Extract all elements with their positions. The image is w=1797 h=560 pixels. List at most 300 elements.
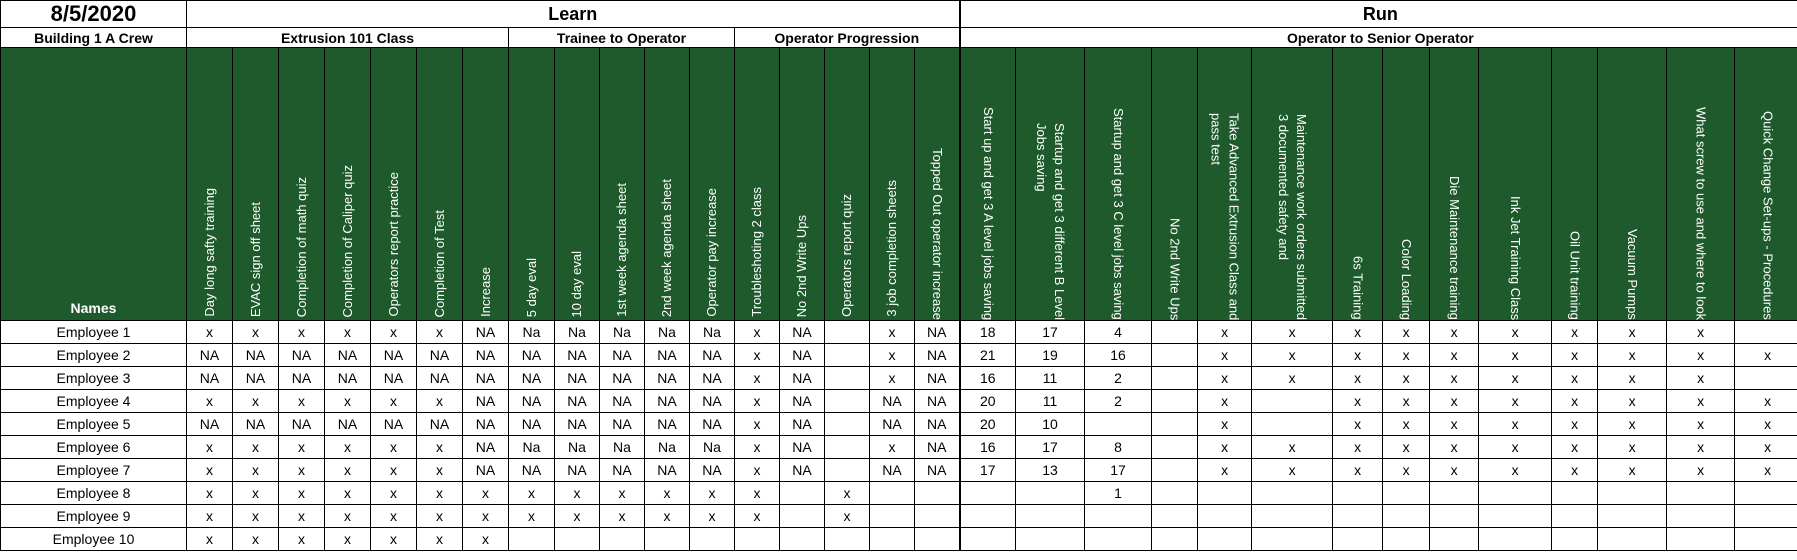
table-cell[interactable]: 17 (960, 459, 1016, 482)
table-cell[interactable]: x (1598, 367, 1667, 390)
table-cell[interactable]: x (1479, 344, 1552, 367)
table-cell[interactable]: x (509, 505, 555, 528)
table-cell[interactable] (825, 390, 870, 413)
table-cell[interactable] (1152, 321, 1198, 344)
table-cell[interactable]: x (371, 321, 417, 344)
table-cell[interactable] (1016, 528, 1085, 551)
table-cell[interactable]: NA (600, 344, 645, 367)
table-cell[interactable]: x (1552, 367, 1598, 390)
table-cell[interactable]: x (325, 459, 371, 482)
table-cell[interactable] (1430, 528, 1479, 551)
table-cell[interactable] (1667, 482, 1735, 505)
table-cell[interactable]: NA (600, 367, 645, 390)
table-cell[interactable]: NA (915, 436, 960, 459)
table-cell[interactable] (1383, 528, 1430, 551)
table-cell[interactable]: x (187, 436, 233, 459)
table-cell[interactable]: x (1552, 344, 1598, 367)
table-cell[interactable]: x (233, 436, 279, 459)
table-cell[interactable] (1479, 528, 1552, 551)
table-cell[interactable]: NA (555, 367, 600, 390)
table-cell[interactable] (1735, 528, 1797, 551)
table-cell[interactable] (600, 528, 645, 551)
table-cell[interactable] (1552, 528, 1598, 551)
table-cell[interactable]: NA (463, 413, 509, 436)
table-cell[interactable]: x (870, 436, 915, 459)
table-cell[interactable]: x (325, 321, 371, 344)
table-cell[interactable] (825, 459, 870, 482)
table-cell[interactable]: x (600, 482, 645, 505)
table-cell[interactable]: NA (780, 390, 825, 413)
table-cell[interactable]: x (509, 482, 555, 505)
table-cell[interactable]: x (1479, 413, 1552, 436)
table-cell[interactable]: x (187, 321, 233, 344)
table-cell[interactable]: Na (600, 321, 645, 344)
table-cell[interactable] (1085, 528, 1152, 551)
table-cell[interactable]: x (735, 436, 780, 459)
table-cell[interactable]: NA (780, 367, 825, 390)
table-cell[interactable]: x (1333, 459, 1383, 482)
table-cell[interactable]: NA (690, 390, 735, 413)
table-cell[interactable]: x (1735, 459, 1797, 482)
table-cell[interactable] (1016, 505, 1085, 528)
table-cell[interactable] (1735, 505, 1797, 528)
table-cell[interactable]: Na (645, 321, 690, 344)
table-cell[interactable]: x (735, 390, 780, 413)
table-cell[interactable] (1430, 505, 1479, 528)
table-cell[interactable]: x (600, 505, 645, 528)
table-cell[interactable]: x (325, 390, 371, 413)
table-cell[interactable]: x (1383, 390, 1430, 413)
table-cell[interactable] (1198, 482, 1252, 505)
table-cell[interactable]: x (870, 344, 915, 367)
table-cell[interactable]: x (1383, 344, 1430, 367)
table-cell[interactable] (555, 528, 600, 551)
table-cell[interactable] (1252, 528, 1333, 551)
table-cell[interactable] (960, 528, 1016, 551)
table-cell[interactable]: x (1383, 413, 1430, 436)
table-cell[interactable]: x (1598, 344, 1667, 367)
table-cell[interactable]: x (233, 482, 279, 505)
table-cell[interactable]: NA (463, 367, 509, 390)
table-cell[interactable] (960, 482, 1016, 505)
table-cell[interactable]: Na (555, 321, 600, 344)
table-cell[interactable]: x (187, 482, 233, 505)
table-cell[interactable]: x (371, 528, 417, 551)
table-cell[interactable] (1598, 505, 1667, 528)
table-cell[interactable]: NA (509, 390, 555, 413)
table-cell[interactable] (825, 344, 870, 367)
table-cell[interactable] (1252, 505, 1333, 528)
table-cell[interactable]: NA (645, 459, 690, 482)
table-cell[interactable] (825, 528, 870, 551)
table-cell[interactable]: NA (600, 390, 645, 413)
table-cell[interactable]: x (371, 505, 417, 528)
table-cell[interactable]: x (1333, 413, 1383, 436)
table-cell[interactable] (1598, 482, 1667, 505)
table-cell[interactable]: x (1735, 344, 1797, 367)
table-cell[interactable]: 16 (960, 367, 1016, 390)
table-cell[interactable]: x (690, 482, 735, 505)
table-cell[interactable]: x (735, 367, 780, 390)
table-cell[interactable]: x (825, 482, 870, 505)
table-cell[interactable]: NA (645, 344, 690, 367)
table-cell[interactable]: 19 (1016, 344, 1085, 367)
table-cell[interactable]: 18 (960, 321, 1016, 344)
table-cell[interactable] (1152, 482, 1198, 505)
table-cell[interactable] (1430, 482, 1479, 505)
table-cell[interactable]: NA (645, 413, 690, 436)
table-cell[interactable] (1152, 528, 1198, 551)
table-cell[interactable]: x (690, 505, 735, 528)
table-cell[interactable]: x (279, 505, 325, 528)
table-cell[interactable]: x (463, 528, 509, 551)
table-cell[interactable] (780, 505, 825, 528)
table-cell[interactable]: NA (463, 436, 509, 459)
table-cell[interactable]: NA (509, 459, 555, 482)
table-cell[interactable]: NA (690, 459, 735, 482)
table-cell[interactable]: x (1252, 367, 1333, 390)
table-cell[interactable]: NA (600, 413, 645, 436)
table-cell[interactable]: NA (371, 367, 417, 390)
table-cell[interactable]: x (1383, 436, 1430, 459)
table-cell[interactable]: NA (279, 413, 325, 436)
table-cell[interactable] (1552, 482, 1598, 505)
table-cell[interactable]: x (1598, 413, 1667, 436)
table-cell[interactable]: x (1479, 390, 1552, 413)
table-cell[interactable] (1016, 482, 1085, 505)
table-cell[interactable]: x (735, 321, 780, 344)
table-cell[interactable]: x (825, 505, 870, 528)
table-cell[interactable]: x (325, 528, 371, 551)
table-cell[interactable]: x (417, 505, 463, 528)
table-cell[interactable]: 17 (1016, 436, 1085, 459)
table-cell[interactable]: 17 (1016, 321, 1085, 344)
table-cell[interactable]: x (187, 505, 233, 528)
table-cell[interactable]: NA (915, 367, 960, 390)
table-cell[interactable]: x (233, 505, 279, 528)
table-cell[interactable]: x (645, 505, 690, 528)
table-cell[interactable]: x (279, 482, 325, 505)
table-cell[interactable]: x (1667, 459, 1735, 482)
table-cell[interactable] (825, 321, 870, 344)
table-cell[interactable]: NA (233, 413, 279, 436)
table-cell[interactable] (1252, 413, 1333, 436)
table-cell[interactable]: Na (509, 436, 555, 459)
table-cell[interactable]: x (1479, 321, 1552, 344)
table-cell[interactable] (645, 528, 690, 551)
table-cell[interactable]: x (1252, 321, 1333, 344)
table-cell[interactable]: x (463, 505, 509, 528)
table-cell[interactable]: x (735, 482, 780, 505)
table-cell[interactable]: NA (690, 367, 735, 390)
table-cell[interactable] (1152, 505, 1198, 528)
table-cell[interactable]: x (1667, 436, 1735, 459)
table-cell[interactable]: x (735, 505, 780, 528)
table-cell[interactable]: x (325, 436, 371, 459)
table-cell[interactable]: x (1198, 436, 1252, 459)
table-cell[interactable]: x (1667, 321, 1735, 344)
table-cell[interactable] (1152, 344, 1198, 367)
table-cell[interactable] (1383, 482, 1430, 505)
table-cell[interactable]: x (1735, 436, 1797, 459)
table-cell[interactable]: NA (555, 344, 600, 367)
table-cell[interactable] (1735, 482, 1797, 505)
table-cell[interactable]: NA (325, 367, 371, 390)
table-cell[interactable] (780, 528, 825, 551)
table-cell[interactable] (1479, 505, 1552, 528)
table-cell[interactable] (1735, 367, 1797, 390)
table-cell[interactable]: x (1198, 390, 1252, 413)
table-cell[interactable] (1667, 505, 1735, 528)
table-cell[interactable]: x (555, 482, 600, 505)
table-cell[interactable]: NA (279, 344, 325, 367)
table-cell[interactable]: x (187, 459, 233, 482)
table-cell[interactable] (1479, 482, 1552, 505)
table-cell[interactable]: x (870, 367, 915, 390)
table-cell[interactable]: x (1383, 459, 1430, 482)
table-cell[interactable]: x (1430, 459, 1479, 482)
table-cell[interactable]: x (1430, 367, 1479, 390)
table-cell[interactable]: NA (870, 459, 915, 482)
table-cell[interactable]: x (1479, 436, 1552, 459)
table-cell[interactable]: x (1383, 321, 1430, 344)
table-cell[interactable]: x (870, 321, 915, 344)
table-cell[interactable]: x (1479, 367, 1552, 390)
table-cell[interactable]: NA (187, 413, 233, 436)
table-cell[interactable] (1152, 459, 1198, 482)
table-cell[interactable] (1333, 482, 1383, 505)
table-cell[interactable]: 17 (1085, 459, 1152, 482)
table-cell[interactable]: 20 (960, 390, 1016, 413)
table-cell[interactable]: x (1479, 459, 1552, 482)
table-cell[interactable]: x (735, 459, 780, 482)
table-cell[interactable] (1152, 367, 1198, 390)
table-cell[interactable]: NA (915, 459, 960, 482)
table-cell[interactable]: NA (645, 390, 690, 413)
table-cell[interactable]: x (1333, 390, 1383, 413)
table-cell[interactable]: NA (780, 436, 825, 459)
table-cell[interactable]: x (279, 528, 325, 551)
table-cell[interactable]: x (233, 321, 279, 344)
table-cell[interactable]: x (1430, 321, 1479, 344)
table-cell[interactable]: x (325, 505, 371, 528)
table-cell[interactable]: x (1598, 459, 1667, 482)
table-cell[interactable]: NA (555, 459, 600, 482)
table-cell[interactable]: NA (417, 413, 463, 436)
table-cell[interactable]: Na (690, 321, 735, 344)
table-cell[interactable]: NA (915, 413, 960, 436)
table-cell[interactable]: Na (509, 321, 555, 344)
table-cell[interactable]: NA (780, 344, 825, 367)
table-cell[interactable] (1252, 482, 1333, 505)
table-cell[interactable]: x (1667, 344, 1735, 367)
table-cell[interactable] (1152, 390, 1198, 413)
table-cell[interactable] (1152, 436, 1198, 459)
table-cell[interactable] (825, 367, 870, 390)
table-cell[interactable]: Na (555, 436, 600, 459)
table-cell[interactable]: x (1333, 344, 1383, 367)
table-cell[interactable]: x (1430, 413, 1479, 436)
table-cell[interactable]: NA (417, 367, 463, 390)
table-cell[interactable] (1552, 505, 1598, 528)
table-cell[interactable]: x (1598, 390, 1667, 413)
table-cell[interactable]: NA (187, 344, 233, 367)
table-cell[interactable]: x (371, 459, 417, 482)
table-cell[interactable]: NA (509, 344, 555, 367)
table-cell[interactable]: x (555, 505, 600, 528)
table-cell[interactable]: x (1598, 321, 1667, 344)
table-cell[interactable]: x (1252, 344, 1333, 367)
table-cell[interactable]: x (1552, 459, 1598, 482)
table-cell[interactable]: x (325, 482, 371, 505)
table-cell[interactable]: x (1252, 436, 1333, 459)
table-cell[interactable]: x (371, 436, 417, 459)
table-cell[interactable]: NA (555, 390, 600, 413)
table-cell[interactable]: x (1735, 413, 1797, 436)
table-cell[interactable]: x (279, 321, 325, 344)
table-cell[interactable]: x (1198, 367, 1252, 390)
table-cell[interactable]: NA (463, 321, 509, 344)
table-cell[interactable]: NA (780, 321, 825, 344)
table-cell[interactable] (870, 528, 915, 551)
table-cell[interactable]: 11 (1016, 367, 1085, 390)
table-cell[interactable]: x (233, 528, 279, 551)
table-cell[interactable]: x (233, 390, 279, 413)
table-cell[interactable]: x (1198, 413, 1252, 436)
table-cell[interactable]: x (417, 436, 463, 459)
table-cell[interactable]: x (1667, 413, 1735, 436)
table-cell[interactable]: NA (417, 344, 463, 367)
table-cell[interactable]: NA (780, 459, 825, 482)
table-cell[interactable] (1598, 528, 1667, 551)
table-cell[interactable]: NA (690, 413, 735, 436)
table-cell[interactable]: NA (870, 390, 915, 413)
table-cell[interactable]: NA (780, 413, 825, 436)
table-cell[interactable]: x (1430, 390, 1479, 413)
table-cell[interactable]: Na (690, 436, 735, 459)
table-cell[interactable] (1085, 413, 1152, 436)
table-cell[interactable] (509, 528, 555, 551)
table-cell[interactable]: x (1552, 436, 1598, 459)
table-cell[interactable]: x (417, 482, 463, 505)
table-cell[interactable] (960, 505, 1016, 528)
table-cell[interactable]: x (1333, 436, 1383, 459)
table-cell[interactable]: NA (233, 367, 279, 390)
table-cell[interactable] (1735, 321, 1797, 344)
table-cell[interactable]: x (1552, 413, 1598, 436)
table-cell[interactable]: x (187, 390, 233, 413)
table-cell[interactable]: x (371, 482, 417, 505)
table-cell[interactable]: x (1333, 321, 1383, 344)
table-cell[interactable]: NA (645, 367, 690, 390)
table-cell[interactable]: x (1598, 436, 1667, 459)
table-cell[interactable] (1333, 505, 1383, 528)
table-cell[interactable]: 11 (1016, 390, 1085, 413)
table-cell[interactable] (690, 528, 735, 551)
table-cell[interactable]: x (417, 321, 463, 344)
table-cell[interactable]: NA (555, 413, 600, 436)
table-cell[interactable]: x (1252, 459, 1333, 482)
table-cell[interactable]: NA (463, 459, 509, 482)
table-cell[interactable]: NA (509, 413, 555, 436)
table-cell[interactable]: x (187, 528, 233, 551)
table-cell[interactable]: x (1383, 367, 1430, 390)
table-cell[interactable]: x (233, 459, 279, 482)
table-cell[interactable]: NA (870, 413, 915, 436)
table-cell[interactable]: x (1667, 367, 1735, 390)
table-cell[interactable]: Na (600, 436, 645, 459)
table-cell[interactable]: x (417, 390, 463, 413)
table-cell[interactable] (1152, 413, 1198, 436)
table-cell[interactable]: 2 (1085, 390, 1152, 413)
table-cell[interactable] (825, 436, 870, 459)
table-cell[interactable]: x (417, 528, 463, 551)
table-cell[interactable]: x (371, 390, 417, 413)
table-cell[interactable]: NA (279, 367, 325, 390)
table-cell[interactable] (1198, 505, 1252, 528)
table-cell[interactable] (915, 505, 960, 528)
table-cell[interactable]: NA (915, 344, 960, 367)
table-cell[interactable] (780, 482, 825, 505)
table-cell[interactable]: x (463, 482, 509, 505)
table-cell[interactable]: 13 (1016, 459, 1085, 482)
table-cell[interactable]: x (735, 344, 780, 367)
table-cell[interactable]: NA (690, 344, 735, 367)
table-cell[interactable]: x (1198, 321, 1252, 344)
table-cell[interactable]: x (1430, 344, 1479, 367)
table-cell[interactable]: x (1198, 344, 1252, 367)
table-cell[interactable] (1198, 528, 1252, 551)
table-cell[interactable]: x (1735, 390, 1797, 413)
table-cell[interactable]: NA (187, 367, 233, 390)
table-cell[interactable]: 21 (960, 344, 1016, 367)
table-cell[interactable]: NA (233, 344, 279, 367)
table-cell[interactable]: 8 (1085, 436, 1152, 459)
table-cell[interactable]: x (1552, 321, 1598, 344)
table-cell[interactable] (1085, 505, 1152, 528)
table-cell[interactable]: NA (463, 344, 509, 367)
table-cell[interactable]: x (1430, 436, 1479, 459)
table-cell[interactable]: NA (325, 413, 371, 436)
table-cell[interactable]: NA (915, 321, 960, 344)
table-cell[interactable]: 16 (960, 436, 1016, 459)
table-cell[interactable] (1252, 390, 1333, 413)
table-cell[interactable]: 2 (1085, 367, 1152, 390)
table-cell[interactable] (1333, 528, 1383, 551)
table-cell[interactable] (915, 528, 960, 551)
table-cell[interactable] (1667, 528, 1735, 551)
table-cell[interactable]: x (279, 459, 325, 482)
table-cell[interactable]: x (279, 436, 325, 459)
table-cell[interactable]: NA (371, 344, 417, 367)
table-cell[interactable] (870, 482, 915, 505)
table-cell[interactable]: 16 (1085, 344, 1152, 367)
table-cell[interactable]: NA (600, 459, 645, 482)
table-cell[interactable]: x (417, 459, 463, 482)
table-cell[interactable]: 4 (1085, 321, 1152, 344)
table-cell[interactable] (870, 505, 915, 528)
table-cell[interactable]: x (1552, 390, 1598, 413)
table-cell[interactable]: x (279, 390, 325, 413)
table-cell[interactable] (735, 528, 780, 551)
table-cell[interactable]: NA (325, 344, 371, 367)
table-cell[interactable]: NA (371, 413, 417, 436)
table-cell[interactable]: x (645, 482, 690, 505)
table-cell[interactable]: x (735, 413, 780, 436)
table-cell[interactable]: NA (463, 390, 509, 413)
table-cell[interactable]: x (1667, 390, 1735, 413)
table-cell[interactable] (915, 482, 960, 505)
